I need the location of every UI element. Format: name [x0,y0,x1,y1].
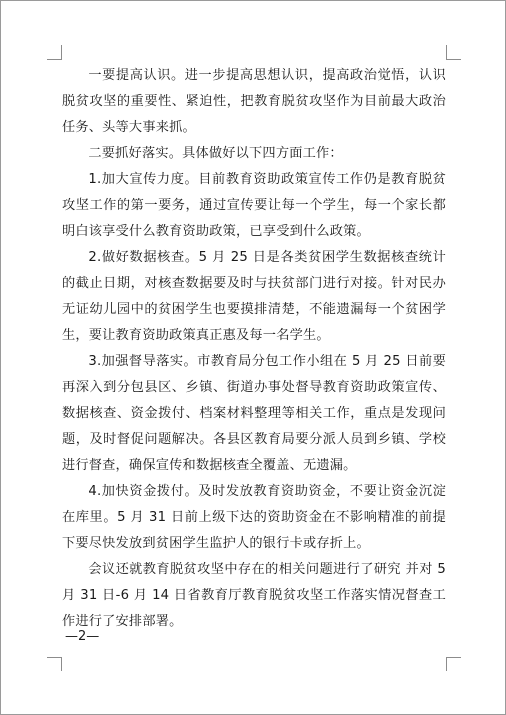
crop-mark-bottom-right [446,657,447,671]
paragraph-fund-disbursement: 4.加快资金拨付。及时发放教育资助资金，不要让资金沉淀在库里。5 月 31 日前上级下达的资助资金在不影响精准的前提下要尽快发放到贫困学生监护人的银行卡或存折上。 [62,484,446,551]
paragraph-supervision: 3.加强督导落实。市教育局分包工作小组在 5 月 25 日前要再深入到分包县区、乡镇、街道办事处督导教育资助政策宣传、数据核查、资金拨付、档案材料整理等相关工作，重点是发现问题，及时督促问题解决。各县区教育局要分派人员到乡镇、学校进行督查，确保宣传和数据核查全覆盖、无遗漏。 [62,354,446,473]
crop-mark-top-left [47,59,62,60]
crop-mark-top-right [446,59,461,60]
crop-mark-bottom-right [446,657,461,658]
crop-mark-top-right [446,45,447,59]
document-body [62,63,446,635]
page-number: —2— [65,629,100,644]
crop-mark-bottom-left [61,657,62,671]
crop-mark-bottom-left [47,657,62,658]
paragraph-implementation-intro: 二要抓好落实。具体做好以下四方面工作： [88,146,343,161]
paragraph-raise-awareness: 一要提高认识。进一步提高思想认识，提高政治觉悟，认识脱贫攻坚的重要性、紧迫性，把教育脱贫攻坚作为目前最大政治任务、头等大事来抓。 [62,68,446,135]
paragraph-data-verification: 2.做好数据核查。5 月 25 日是各类贫困学生数据核查统计的截止日期，对核查数据要及时与扶贫部门进行对接。针对民办无证幼儿园中的贫困学生也要摸排清楚，不能遗漏每一个贫困学生，要让教育资助政策真正惠及每一名学生。 [62,250,446,343]
paragraph-meeting-summary: 会议还就教育脱贫攻坚中存在的相关问题进行了研究 并对 5 月 31 日-6 月 14 日省教育厅教育脱贫攻坚工作落实情况督查工作进行了安排部署。 [62,562,446,629]
paragraph-publicity: 1.加大宣传力度。目前教育资助政策宣传工作仍是教育脱贫攻坚工作的第一要务，通过宣传要让每一个学生，每一个家长都明白该享受什么教育资助政策，已享受到什么政策。 [62,172,446,239]
crop-mark-top-left [61,45,62,59]
